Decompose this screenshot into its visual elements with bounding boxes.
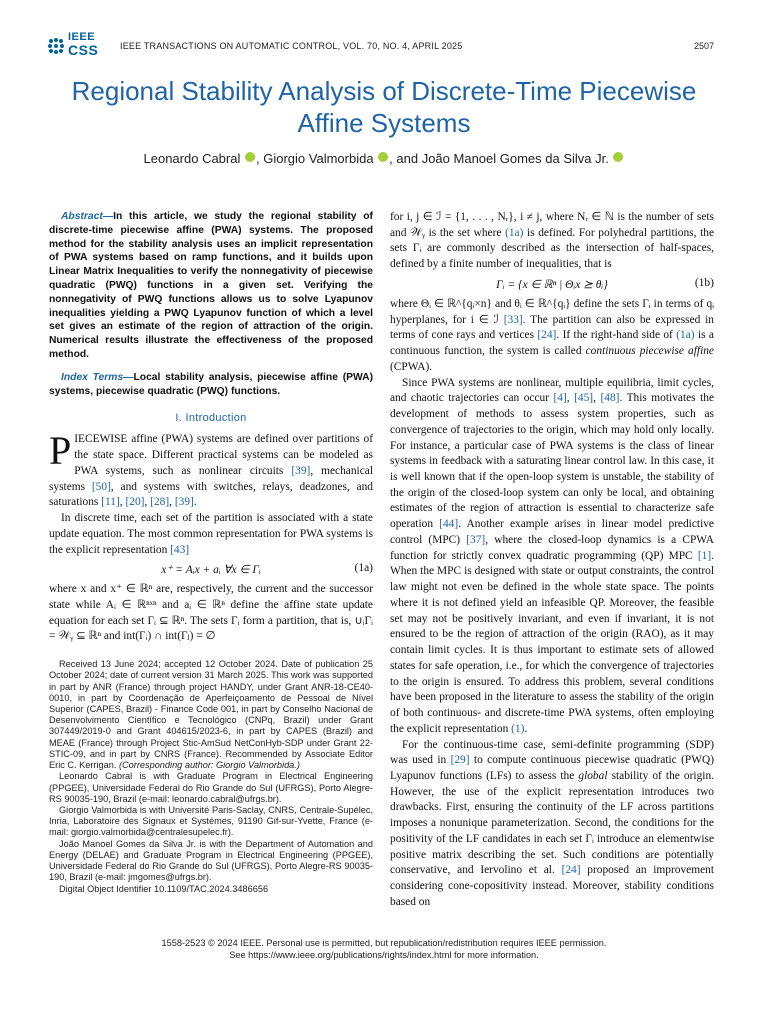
paragraph-text: . When the MPC is designed with state or output constraints, the control law might not even be defined in the whole state space. The points where it is not defined yield an infeasible QP. Moreover, the feasible set may not be positively invariant, and even if invariant, it is not ensured to be the region of attraction of the origin (RAO), as it may contain limit cycles. It is thus important to estimate sets of allowed states for safe operation, i.e., for which the convergence of trajectories to the origin is ensured. To address this problem, several conditions have been proposed in the literature to assess the stability of the origin of both continuous- and discrete-time PWA systems, often employing the explicit representation bbox=[390, 549, 714, 735]
footnote-affiliation: João Manoel Gomes da Silva Jr. is with the Department of Automation and Energy (DELAE) and Graduate Program in Electrical Engineering (PPGEE), Universidade Federal do Rio Grande do Sul (UFRGS), Porto Alegre-RS 90035-190, Brazil (e-mail: jmgomes@ufrgs.br). bbox=[49, 838, 373, 883]
equation-ref-link[interactable]: (1a) bbox=[505, 226, 524, 239]
paragraph-text: . If the right-hand side of bbox=[556, 329, 677, 342]
citation-link[interactable]: [33] bbox=[503, 313, 523, 326]
index-terms bbox=[49, 371, 373, 399]
footnote-text: Received 13 June 2024; accepted 12 October 2024. Date of publication 25 October 2024; date of current version 31 March 2025. This work was supported in part by ANR (France) through project HANDY, under Grant ANR-18-CE40-0010, in part by Coordenação de Aperfeiçoamento de Pessoal de Nível Superior (CAPES, Brazil) - Finance Code 001, in part by Conselho Nacional de Desenvolvimento Científico e Tecnológico (CNPq, Brazil) under Grant 307449/2019-0 and Grant 404615/2023-6, in part by CAPES (Brazil) and MEAE (France) through Project Stic-AmSud NetConHyb-SDP under Grant 22-STIC-09, and in part by CNRS (France). Recommended by Associate Editor Eric C. Kerrigan. bbox=[49, 659, 373, 771]
paragraph-text: proposed an improvement considering cone-copositivity instead. Moreover, stability conditions based on bbox=[390, 864, 714, 908]
author-name: Giorgio Valmorbida bbox=[263, 151, 374, 166]
author-separator: , and bbox=[389, 151, 422, 166]
paragraph-text: stability of the origin. However, the use of the explicit representation introduces two drawbacks. First, ensuring the continuity of the LF across partitions imposes a nonunique parameterization. Second, the conditions for the positivity of the LF candidates in each set Γᵢ introduce an elementwise positive matrix describing the set. Such conditions are potentially conservative, and Iervolino et al. bbox=[390, 769, 714, 877]
equation-body: Γᵢ = {x ∈ ℝⁿ | Θᵢx ⪰ θᵢ} bbox=[496, 278, 608, 291]
right-column bbox=[390, 210, 714, 911]
orcid-icon[interactable] bbox=[245, 152, 255, 162]
citation-link[interactable]: [1] bbox=[697, 549, 712, 562]
paragraph-text: where Θᵢ ∈ ℝ^{qᵢ×n} and θᵢ ∈ ℝ^{qᵢ} define the sets Γᵢ in terms of qᵢ hyperplanes, for i ∈ ℐ bbox=[390, 297, 714, 326]
paragraph-text: , mechanical systems bbox=[49, 464, 373, 493]
logo-ieee-text: IEEE bbox=[68, 31, 96, 43]
paragraph-text: In discrete time, each set of the partition is associated with a state update equation. The most common representation for PWA systems is the explicit representation bbox=[49, 512, 373, 556]
paragraph-text: , and systems with switches, relays, deadzones, and saturations bbox=[49, 480, 374, 509]
ieee-css-logo bbox=[46, 28, 108, 62]
author-separator: , bbox=[256, 151, 264, 166]
paragraph-text: , bbox=[593, 392, 601, 405]
paragraph-text: (CPWA). bbox=[390, 360, 433, 373]
citation-link[interactable]: [48] bbox=[600, 392, 620, 405]
equation-body: x⁺ = Aᵢx + aᵢ ∀x ∈ Γᵢ bbox=[161, 564, 261, 577]
page-header bbox=[46, 26, 714, 62]
emphasized-term: continuous piecewise affine bbox=[585, 345, 714, 358]
paragraph-text: . bbox=[524, 722, 528, 735]
paragraph-text: for i, j ∈ ℐ = {1, . . . , Nᵣ}, i ≠ j, where Nᵣ ∈ ℕ is the number of sets and 𝒲ᵧ is the set where bbox=[390, 211, 714, 239]
equation-number: (1a) bbox=[354, 562, 373, 575]
paragraph-text: Since PWA systems are nonlinear, multiple equilibria, limit cycles, and chaotic trajectories can occur bbox=[390, 376, 714, 405]
journal-citation: IEEE TRANSACTIONS ON AUTOMATIC CONTROL, VOL. 70, NO. 4, APRIL 2025 bbox=[120, 41, 463, 51]
paragraph-text: , where the closed-loop dynamics is a CPWA function for strictly convex quadratic programming (QP) MPC bbox=[390, 533, 715, 562]
citation-link[interactable]: [4] bbox=[553, 392, 567, 405]
abstract-label: Abstract— bbox=[61, 211, 114, 222]
orcid-icon[interactable] bbox=[378, 152, 388, 162]
paragraph-text: , bbox=[119, 496, 126, 509]
paragraph-text: . Another example arises in linear model predictive control (MPC) bbox=[390, 518, 714, 546]
left-column bbox=[49, 210, 373, 895]
intro-paragraph bbox=[49, 428, 374, 511]
paragraph-text: , bbox=[566, 392, 575, 405]
emphasized-term: global bbox=[578, 769, 608, 782]
equation-1a bbox=[49, 558, 373, 582]
copyright-line: 1558-2523 © 2024 IEEE. Personal use is permitted, but republication/redistribution requires IEEE permission. bbox=[161, 938, 607, 948]
paragraph-text: . bbox=[193, 496, 197, 509]
paragraph-text: to compute continuous piecewise quadratic (PWQ) Lyapunov functions (LFs) to assess the bbox=[390, 754, 714, 782]
footnote-received bbox=[49, 659, 373, 771]
citation-link[interactable]: [37] bbox=[466, 533, 486, 546]
paragraph-text: , bbox=[169, 496, 175, 509]
paragraph-text: IECEWISE affine (PWA) systems are defined over partitions of the state space. Different practical systems can be modeled as PWA systems, such as nonlinear circuits bbox=[74, 433, 373, 477]
abstract bbox=[49, 210, 373, 362]
logo-css-text: CSS bbox=[68, 42, 99, 58]
citation-link[interactable]: [39] bbox=[291, 464, 311, 477]
copyright-footer bbox=[60, 938, 708, 962]
equation-ref-link[interactable]: (1) bbox=[511, 722, 525, 735]
index-terms-text: Local stability analysis, piecewise affine (PWA) systems, piecewise quadratic (PWQ) functions. bbox=[49, 371, 374, 397]
equation-ref-link[interactable]: (1a) bbox=[676, 329, 695, 342]
citation-link[interactable]: [39] bbox=[174, 496, 194, 509]
orcid-icon[interactable] bbox=[613, 152, 623, 162]
citation-link[interactable]: [44] bbox=[439, 518, 459, 531]
footnote-affiliation: Giorgio Valmorbida is with Université Paris-Saclay, CNRS, Centrale-Supélec, Inria, Laboratoire des Signaux et Systèmes, 91190 Gif-sur-Yvette, France (e-mail: giorgio.valmorbida@centralesupelec.fr). bbox=[49, 805, 373, 838]
footnote-affiliation: Leonardo Cabral is with Graduate Program in Electrical Engineering (PPGEE), Universidade Federal do Rio Grande do Sul (UFRGS), Porto Alegre-RS 90035-190, Brazil (e-mail: leonardo.cabral@ufrgs.br). bbox=[49, 771, 373, 804]
footnote-doi: Digital Object Identifier 10.1109/TAC.2024.3486656 bbox=[59, 883, 269, 894]
equation-1b bbox=[390, 273, 714, 297]
author-name: João Manoel Gomes da Silva Jr. bbox=[421, 151, 609, 166]
citation-link[interactable]: [43] bbox=[170, 543, 190, 556]
citation-link[interactable]: [50] bbox=[91, 480, 111, 493]
author-name: Leonardo Cabral bbox=[143, 151, 241, 166]
body-paragraph bbox=[390, 210, 714, 273]
rights-link-line: See https://www.ieee.org/publications/rights/index.html for more information. bbox=[229, 949, 539, 960]
paragraph-text: is a continuous function, the system is called bbox=[390, 329, 714, 358]
ieee-globe-icon bbox=[46, 36, 66, 56]
citation-link[interactable]: [45] bbox=[574, 392, 594, 405]
drop-cap: P bbox=[49, 428, 72, 474]
page-number: 2507 bbox=[693, 41, 714, 51]
body-paragraph bbox=[390, 376, 714, 738]
paragraph-text: . The partition can also be expressed in terms of cone rays and vertices bbox=[390, 313, 714, 342]
footnote-corresponding-author: (Corresponding author: Giorgio Valmorbida.) bbox=[116, 760, 300, 771]
intro-paragraph: where x and x⁺ ∈ ℝⁿ are, respectively, the current and the successor state while Aᵢ ∈ ℝⁿˣⁿ and aᵢ ∈ ℝⁿ define the affine state update equation for each set Γᵢ ⊆ ℝⁿ. The sets Γᵢ form a partition, that is, ∪ᵢΓᵢ = 𝒲ᵧ ⊆ ℝⁿ and int(Γᵢ) ∩ int(Γⱼ) = ∅ bbox=[49, 583, 373, 643]
index-terms-label: Index Terms— bbox=[61, 371, 134, 383]
abstract-text: In this article, we study the regional stability of discrete-time piecewise affine (PWA) systems. The proposed method for the stability analysis uses an implicit representation of PWA systems based on ramp functions, and it builds upon Linear Matrix Inequalities to verify the nonnegativity of piecewise quadratic (PWQ) functions in a given set. Verifying the nonnegativity of PWQ functions allows us to solve Lyapunov inequalities yielding a PWQ Lyapunov function of which a level set gives an estimate of the region of attraction of the origin. Numerical results illustrate the effectiveness of the proposed method. bbox=[49, 211, 373, 360]
paragraph-text: is defined. For polyhedral partitions, the sets Γᵢ are commonly described as the intersection of half-spaces, defined by a finite number of inequalities, that is bbox=[390, 226, 714, 271]
author-list bbox=[60, 151, 708, 166]
citation-link[interactable]: [11] bbox=[101, 496, 120, 509]
paragraph-text: . This motivates the development of methods to assess system properties, such as convergence of trajectories to the origin, which may hold only locally. For instance, a particular case of PWA systems is the class of linear systems in feedback with a saturating linear control law. In this case, it is well known that if the open-loop system is unstable, the stability of the origin of the closed-loop system can only be local, and obtaining estimates of the region of attraction is essential to characterize safe operation bbox=[390, 392, 714, 531]
body-paragraph bbox=[390, 738, 714, 911]
citation-link[interactable]: [24] bbox=[537, 329, 557, 342]
citation-link[interactable]: [28] bbox=[150, 496, 170, 509]
citation-link[interactable]: [24] bbox=[561, 864, 581, 877]
citation-link[interactable]: [29] bbox=[450, 754, 470, 767]
paragraph-text: , bbox=[144, 496, 151, 509]
equation-number: (1b) bbox=[694, 276, 714, 289]
citation-link[interactable]: [20] bbox=[125, 496, 145, 509]
paragraph-text: For the continuous-time case, semi-definite programming (SDP) was used in bbox=[390, 738, 714, 767]
body-paragraph bbox=[390, 297, 714, 376]
section-heading-introduction: I. Introduction bbox=[175, 412, 247, 425]
paper-title: Regional Stability Analysis of Discrete-Time Piecewise Affine Systems bbox=[71, 76, 697, 138]
intro-paragraph bbox=[49, 511, 373, 558]
